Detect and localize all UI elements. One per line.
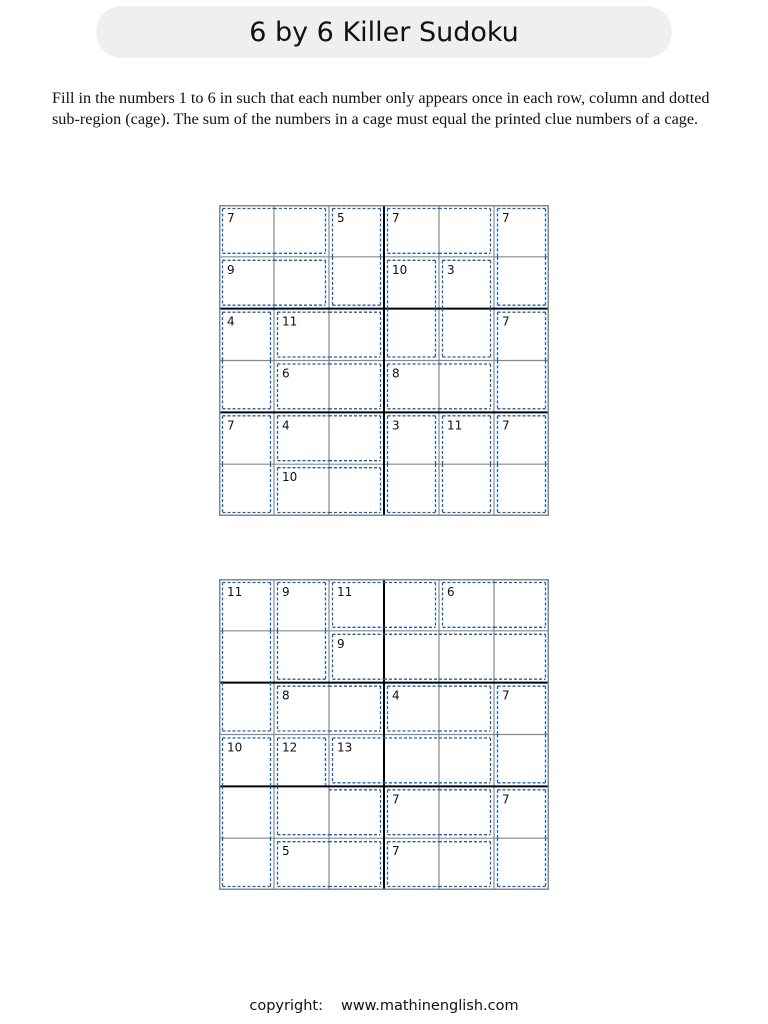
sudoku-cell[interactable] — [384, 735, 439, 787]
sudoku-cell[interactable] — [219, 683, 274, 735]
sudoku-puzzle-2 — [219, 579, 549, 890]
cage-clue: 9 — [337, 636, 345, 651]
cage-clue: 3 — [447, 262, 455, 277]
sudoku-cell[interactable] — [329, 786, 384, 838]
sudoku-cell[interactable] — [439, 838, 494, 890]
sudoku-grid-2 — [219, 579, 549, 890]
sudoku-cell[interactable] — [329, 838, 384, 890]
sudoku-cell[interactable] — [439, 361, 494, 413]
sudoku-cell[interactable] — [439, 735, 494, 787]
sudoku-cell[interactable] — [494, 579, 549, 631]
cage-clue: 11 — [337, 585, 353, 599]
sudoku-grid-1 — [219, 205, 549, 516]
sudoku-cell[interactable] — [439, 786, 494, 838]
cage-clue: 8 — [282, 688, 290, 703]
sudoku-cell[interactable] — [274, 631, 329, 683]
cage-clue: 13 — [337, 740, 353, 755]
sudoku-cell[interactable] — [329, 309, 384, 361]
sudoku-cell[interactable] — [439, 683, 494, 735]
sudoku-cell[interactable] — [219, 464, 274, 516]
sudoku-cell[interactable] — [439, 205, 494, 257]
sudoku-cell[interactable] — [329, 361, 384, 413]
cage-clue: 10 — [227, 740, 243, 755]
cage-clue: 10 — [282, 470, 298, 485]
cage-clue: 5 — [337, 211, 345, 225]
sudoku-cell[interactable] — [494, 464, 549, 516]
cage-clue: 11 — [447, 418, 463, 433]
sudoku-cell[interactable] — [384, 309, 439, 361]
sudoku-cell[interactable] — [494, 631, 549, 683]
sudoku-cell[interactable] — [384, 464, 439, 516]
sudoku-cell[interactable] — [329, 683, 384, 735]
cage-clue: 3 — [392, 418, 400, 433]
cage-clue: 9 — [282, 585, 290, 599]
cage-clue: 6 — [447, 585, 455, 599]
sudoku-cell[interactable] — [329, 464, 384, 516]
sudoku-cell[interactable] — [384, 631, 439, 683]
cage-clue: 7 — [392, 792, 400, 807]
copyright-url[interactable]: www.mathinenglish.com — [340, 998, 519, 1014]
sudoku-cell[interactable] — [439, 631, 494, 683]
cage-clue: 4 — [392, 688, 400, 703]
cage-clue: 7 — [502, 211, 510, 225]
sudoku-cell[interactable] — [219, 838, 274, 890]
cage-clue: 9 — [227, 262, 235, 277]
cage-clue: 7 — [227, 418, 235, 433]
title-banner — [96, 6, 672, 58]
sudoku-cell[interactable] — [439, 309, 494, 361]
sudoku-cell[interactable] — [494, 838, 549, 890]
sudoku-cell[interactable] — [494, 257, 549, 309]
sudoku-cell[interactable] — [274, 257, 329, 309]
cage-clue: 5 — [282, 844, 290, 859]
cage-clue: 7 — [502, 688, 510, 703]
sudoku-cell[interactable] — [494, 361, 549, 413]
sudoku-cell[interactable] — [329, 412, 384, 464]
sudoku-cell[interactable] — [219, 631, 274, 683]
cage-clue: 8 — [392, 366, 400, 381]
cage-clue: 7 — [392, 844, 400, 859]
cage-clue: 7 — [392, 211, 400, 225]
copyright-label: copyright: — [249, 998, 323, 1014]
sudoku-cell[interactable] — [329, 257, 384, 309]
page-title: 6 by 6 Killer Sudoku — [249, 16, 519, 48]
sudoku-cell[interactable] — [384, 579, 439, 631]
cage-clue: 4 — [227, 314, 235, 329]
sudoku-puzzle-1 — [219, 205, 549, 516]
cage-clue: 7 — [502, 792, 510, 807]
cage-clue: 10 — [392, 262, 408, 277]
cage-clue: 11 — [227, 585, 243, 599]
cage-clue: 12 — [282, 740, 298, 755]
cage-clue: 7 — [227, 211, 235, 225]
sudoku-cell[interactable] — [274, 786, 329, 838]
cage-clue: 11 — [282, 314, 298, 329]
cage-clue: 7 — [502, 314, 510, 329]
sudoku-cell[interactable] — [494, 735, 549, 787]
sudoku-cell[interactable] — [219, 361, 274, 413]
footer — [0, 998, 768, 1014]
sudoku-cell[interactable] — [439, 464, 494, 516]
sudoku-cell[interactable] — [219, 786, 274, 838]
cage-clue: 6 — [282, 366, 290, 381]
instructions-text: Fill in the numbers 1 to 6 in such that each number only appears once in each row, column and dotted sub-region (cage). The sum of the numbers in a cage must equal the printed clue numbers of a cage. — [52, 89, 710, 128]
sudoku-cell[interactable] — [274, 205, 329, 257]
cage-clue: 4 — [282, 418, 290, 433]
cage-clue: 7 — [502, 418, 510, 433]
